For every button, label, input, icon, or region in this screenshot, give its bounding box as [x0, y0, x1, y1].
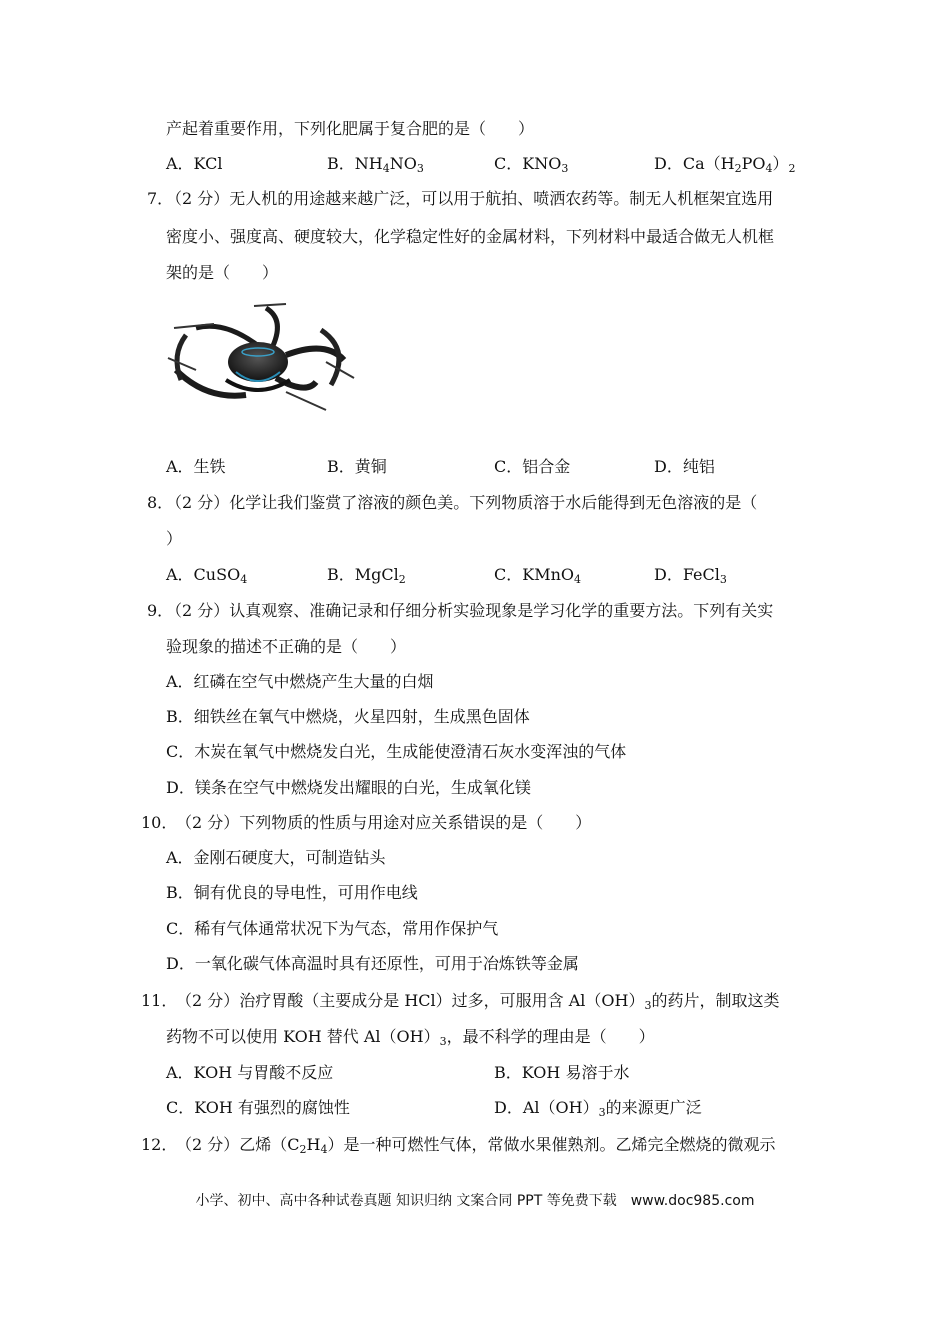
q12-number: 12． — [141, 1135, 178, 1154]
q11-option-c: C．KOH 有强烈的腐蚀性 — [166, 1098, 350, 1117]
q7-options — [0, 452, 950, 482]
q7-stem-line-3: 架的是（ ） — [166, 263, 279, 282]
q11-number: 11． — [141, 991, 178, 1010]
q6-option-c: C．$KNO_3$ — [494, 154, 569, 175]
q7-number: 7． — [147, 189, 174, 208]
q8-option-c: C．KMnO$_4$ — [494, 565, 582, 586]
q9-stem-line-1: 9． （2 分）认真观察、准确记录和仔细分析实验现象是学习化学的重要方法。下列有关实 — [0, 596, 950, 626]
q11-options-row-1 — [0, 1058, 950, 1088]
drone-image — [166, 300, 356, 418]
q8-stem-line-1: 8． （2 分）化学让我们鉴赏了溶液的颜色美。下列物质溶于水后能得到无色溶液的是（ — [0, 488, 950, 518]
q10-option-b: B．铜有优良的导电性，可用作电线 — [166, 883, 418, 902]
q11-stem-line-2: 药物不可以使用 KOH 替代 $Al(OH)_3$，最不科学的理由是（ ） — [166, 1027, 655, 1048]
q6-option-d: D．$Ca(H_2PO_4)_2$ — [654, 154, 796, 175]
q11-option-d: D．$Al(OH)_3$的来源更广泛 — [494, 1098, 702, 1119]
q10-option-a: A．金刚石硬度大，可制造钻头 — [166, 848, 386, 867]
q7-option-b: B．黄铜 — [327, 457, 387, 476]
q7-option-d: D．纯铝 — [654, 457, 715, 476]
q9-number: 9． — [147, 601, 174, 620]
q6-options — [0, 149, 950, 179]
q7-stem-line-2: 密度小、强度高、硬度较大，化学稳定性好的金属材料，下列材料中最适合做无人机框 — [166, 227, 775, 246]
q8-option-a: A．CuSO$_4$ — [166, 565, 248, 586]
q8-stem-line-2: ） — [166, 529, 183, 548]
q8-number: 8． — [147, 493, 174, 512]
q11-options-row-2 — [0, 1093, 950, 1123]
q7-option-a: A．生铁 — [166, 457, 226, 476]
q8-option-d: D．FeCl$_3$ — [654, 565, 727, 586]
q9-stem-line-2: 验现象的描述不正确的是（ ） — [166, 637, 407, 656]
q6-option-b: B．$NH_4NO_3$ — [327, 154, 424, 175]
q10-number: 10． — [141, 813, 178, 832]
q7-stem-line-1: 7． （2 分）无人机的用途越来越广泛，可以用于航拍、喷洒农药等。制无人机框架宜选用 — [0, 184, 950, 214]
q8-option-b: B．MgCl$_2$ — [327, 565, 406, 586]
q10-option-c: C．稀有气体通常状况下为气态，常用作保护气 — [166, 919, 499, 938]
q11-option-b: B．KOH 易溶于水 — [494, 1063, 630, 1082]
q10-stem-line-1: 10． （2 分）下列物质的性质与用途对应关系错误的是（ ） — [0, 808, 950, 838]
q10-option-d: D．一氧化碳气体高温时具有还原性，可用于冶炼铁等金属 — [166, 954, 579, 973]
q9-option-d: D．镁条在空气中燃烧发出耀眼的白光，生成氧化镁 — [166, 778, 531, 797]
q9-option-a: A．红磷在空气中燃烧产生大量的白烟 — [166, 672, 434, 691]
q7-option-c: C．铝合金 — [494, 457, 571, 476]
q6-stem-tail: 产起着重要作用，下列化肥属于复合肥的是（ ） — [166, 119, 535, 138]
q11-stem-line-1: 11． （2 分）治疗胃酸（主要成分是 HCl）过多，可服用含 $Al(OH)_3$的药片，制取这类 — [0, 986, 950, 1016]
page-footer: 小学、初中、高中各种试卷真题 知识归纳 文案合同 PPT 等免费下载 www.doc985.com — [195, 1193, 755, 1209]
q12-stem-line-1: 12． （2 分）乙烯$(C_2H_4)$是一种可燃性气体，常做水果催熟剂。乙烯完全燃烧的微观示 — [0, 1130, 950, 1160]
q8-options — [0, 560, 950, 590]
q6-option-a: A．KCl — [166, 154, 223, 173]
q9-option-c: C．木炭在氧气中燃烧发白光，生成能使澄清石灰水变浑浊的气体 — [166, 742, 627, 761]
q11-option-a: A．KOH 与胃酸不反应 — [166, 1063, 334, 1082]
q9-option-b: B．细铁丝在氧气中燃烧，火星四射，生成黑色固体 — [166, 707, 530, 726]
